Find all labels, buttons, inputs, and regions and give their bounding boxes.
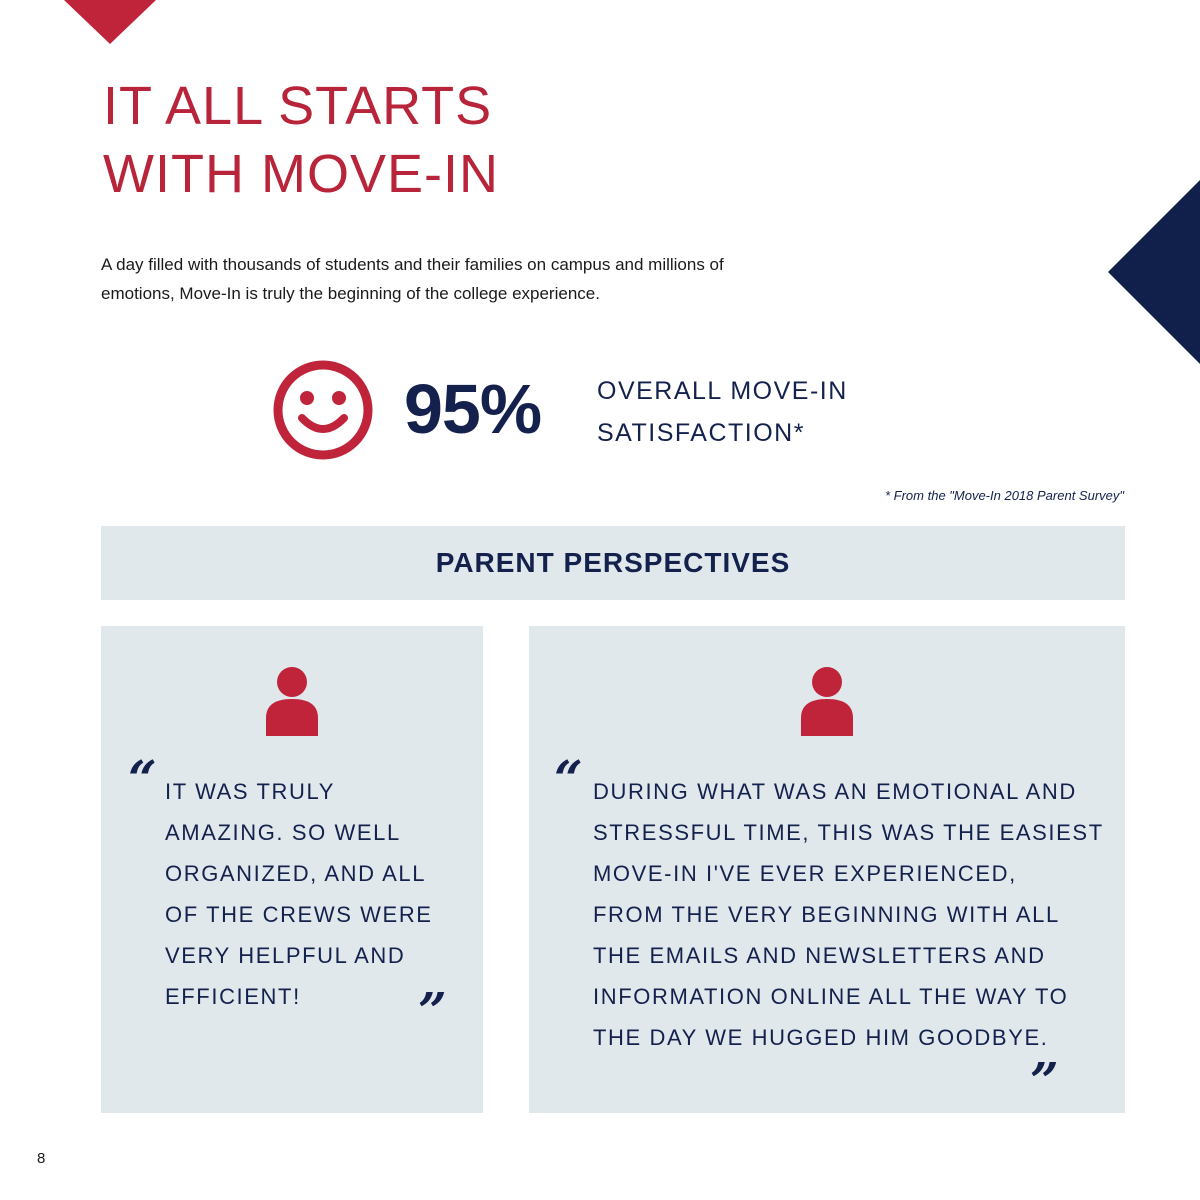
survey-footnote: * From the "Move-In 2018 Parent Survey" <box>884 488 1124 503</box>
quote-text <box>593 771 1104 1058</box>
section-title: PARENT PERSPECTIVES <box>435 547 791 578</box>
smiley-face-icon <box>271 358 375 462</box>
intro-line: A day filled with thousands of students and their families on campus and millions of <box>101 255 724 274</box>
quote-line: IT WAS TRULY <box>165 779 335 804</box>
quote-line: FROM THE VERY BEGINNING WITH ALL <box>593 902 1060 927</box>
quote-line: OF THE CREWS WERE <box>165 902 433 927</box>
quote-line: ORGANIZED, AND ALL <box>165 861 427 886</box>
quote-line: DURING WHAT WAS AN EMOTIONAL AND <box>593 779 1077 804</box>
quote-line: EFFICIENT! <box>165 984 301 1009</box>
close-quote-mark: ” <box>418 981 447 1040</box>
quote-card <box>529 626 1125 1113</box>
intro-line: emotions, Move-In is truly the beginning of the college experience. <box>101 284 600 303</box>
satisfaction-label-line: SATISFACTION* <box>597 419 805 447</box>
quote-line: AMAZING. SO WELL <box>165 820 401 845</box>
title-line: WITH MOVE-IN <box>103 144 499 204</box>
quote-line: MOVE-IN I'VE EVER EXPERIENCED, <box>593 861 1017 886</box>
page-title <box>103 72 499 208</box>
quote-line: STRESSFUL TIME, THIS WAS THE EASIEST <box>593 820 1104 845</box>
parent-perspectives-banner <box>101 526 1125 600</box>
quote-line: VERY HELPFUL AND <box>165 943 406 968</box>
satisfaction-label-line: OVERALL MOVE-IN <box>597 377 848 405</box>
open-quote-mark: “ <box>128 749 157 808</box>
title-line: IT ALL STARTS <box>103 76 493 136</box>
quote-line: INFORMATION ONLINE ALL THE WAY TO <box>593 984 1069 1009</box>
intro-paragraph <box>101 250 841 308</box>
open-quote-mark: “ <box>554 749 583 808</box>
decorative-navy-triangle <box>1108 180 1200 364</box>
quote-card <box>101 626 483 1113</box>
satisfaction-label <box>597 370 848 454</box>
person-icon <box>264 666 320 736</box>
quote-line: THE EMAILS AND NEWSLETTERS AND <box>593 943 1046 968</box>
person-icon <box>799 666 855 736</box>
satisfaction-percentage: 95% <box>404 370 542 448</box>
decorative-red-triangle <box>64 0 156 44</box>
page-number: 8 <box>37 1150 46 1167</box>
close-quote-mark: ” <box>1030 1051 1059 1110</box>
quote-line: THE DAY WE HUGGED HIM GOODBYE. <box>593 1025 1049 1050</box>
